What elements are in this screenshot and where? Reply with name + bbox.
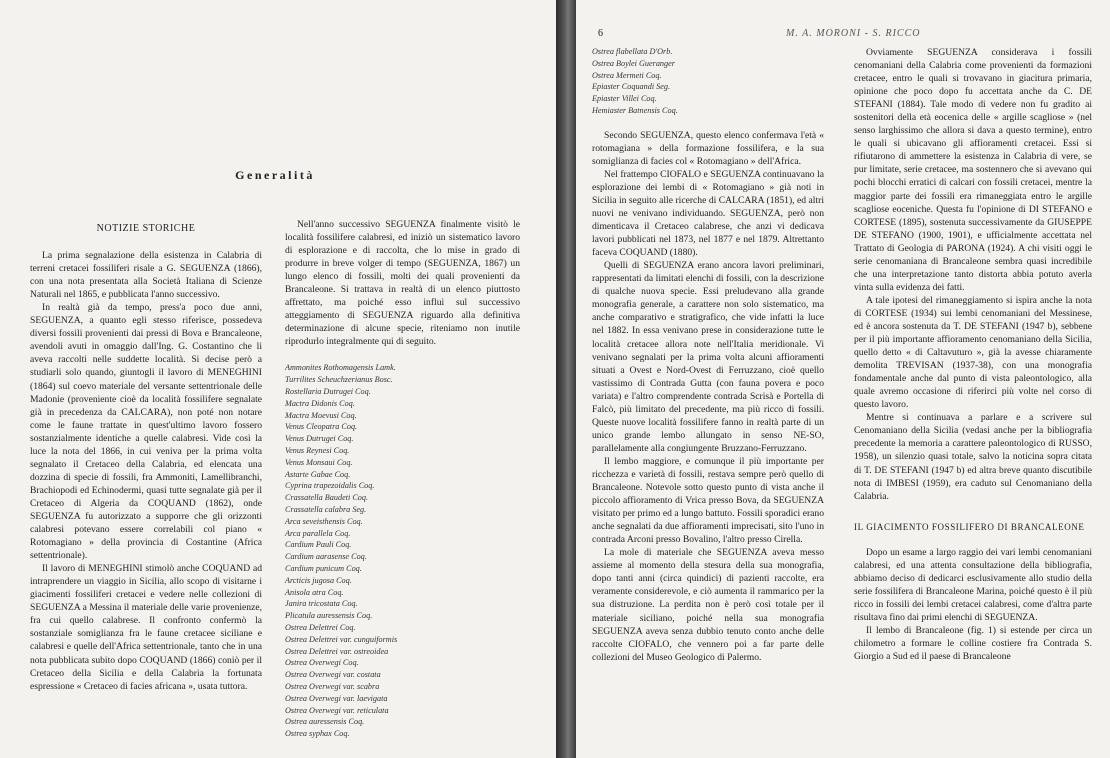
fossil-entry: Ostrea flabellata D'Orb. [592,47,673,56]
paragraph: Ovviamente SEGUENZA considerava i fossili cenomaniani della Calabria come provenienti da formazioni cretacee, entro le quali si trovavano in giacitura primaria, opinione che poco dopo fu accettata anche da C. DE STEFANI (1884). Tale modo di vedere non fu gradito ai sostenitori della età eocenica delle « argille scagliose » (nel senso larghissimo che allora si dava a questo termine), entro le quali si ubicavano gli affioramenti cretacei. Essi si rifiutarono di ammettere la esistenza in Calabria di vere, se pur limitate, serie cretacee, ma sostennero che si avevano qui pochi blocchi erratici di calcari con fossili cretacei, mentre la maggior parte dei fossili era rimaneggiata entro le argille scagliose eoceniche. Questa fu l'opinione di DI STEFANO e CORTESE (1895), sostenuta successivamente da GIUSEPPE DE STEFANO (1900, 1901), e ufficialmente accettata nel Trattato di Geologia di PARONA (1924). A chi visiti oggi le serie cenomaniana di Brancaleone sembra quasi incredibile che una interpretazione tanto distorta abbia potuto averla vinta sulla evidenza dei fatti. [854,47,1092,293]
right-page [576,0,1110,758]
subsection-title: IL GIACIMENTO FOSSILIFERO DI BRANCALEONE [854,521,1085,532]
fossil-entry: Rostellaria Dutrugei Coq. [285,387,371,397]
fossil-entry: Ostrea Delettrei Coq. [285,623,356,632]
paragraph: Secondo SEGUENZA, questo elenco confermava l'età « rotomagiana » della formazione fossilifera, e la sua somiglianza di facies col « Rotomagiano » dell'Africa. [592,129,824,167]
fossil-entry: Arca seveisthensis Coq. [285,516,363,526]
paragraph: Il lavoro di MENEGHINI stimolò anche COQUAND ad intraprendere un viaggio in Sicilia, allo scopo di visitarne i giacimenti fossiliferi cretacei e vedere nelle collezioni di SEGUENZA a Messina il materiale delle varie provenienze, fra cui quello calabrese. Il confronto confermò la sostanziale somiglianza fra le faune cretacee siciliane e calabresi e quelle dell'Africa settentrionale, tanto che in una nota pubblicata subito dopo COQUAND (1866) coniò per il Cretaceo della Sicilia e della Calabria la fortunata espressione « Cretaceo di facies africana », usata tuttora. [30,563,262,692]
fossil-entry: Crassatella Baudeti Coq. [285,493,369,503]
fossil-entry: Astarte Gabae Coq. [285,469,351,479]
fossil-entry: Ostrea Delettrei var. cunguiformis [285,634,398,644]
page-number: 6 [598,28,603,39]
paragraph: Dopo un esame a largo raggio dei vari lembi cenomaniani calabresi, ed una attenta consultazione della bibliografia, abbiamo deciso di dedicarci esclusivamente allo studio della serie fossilifera di Brancaleone Marina, poiché questo è il più ricco in fossili dei lembi cretacei calabresi, come d'altra parte risultava fino dai primi elenchi di SEGUENZA. [854,546,1092,623]
fossil-entry: Cardium aarasense Coq. [285,552,367,562]
fossil-entry: Crassatella calabra Seg. [285,505,367,515]
paragraph: A tale ipotesi del rimaneggiamento si ispira anche la nota di CORTESE (1934) sui lembi cenomaniani del Messinese, ed è ancora sostenuta da T. DE STEFANI (1947 b), sebbene per il più importante affioramento cenomaniano della Sicilia, quello detto « di Caltavuturo », già la avesse chiaramente demolita TREVISAN (1937-38), con una monografia fondamentale anche dal punto di vista paleontologico, alla quale avremo occasione di riferirci più volte nel corso di questo lavoro. [854,294,1092,411]
fossil-entry: Ostrea Overwegi var. reticulata [285,705,389,715]
section-title: NOTIZIE STORICHE [96,223,196,234]
fossil-entry: Venus Monsaui Coq. [285,457,353,467]
paragraph: Nel frattempo CIOFALO e SEGUENZA continuavano la esplorazione dei lembi di « Rotomagiano » già noti in Sicilia in seguito alle ricerche di CALCARA (1851), ed altri nuovi ne venivano individuando. SEGUENZA, però non dimenticava il Cretaceo calabrese, che anzi vi dedicava lavori pubblicati nel 1873, nel 1877 e nel 1879. Altrettanto faceva COQUAND (1880). [592,168,824,259]
fossil-entry: Epiaster Villei Coq. [592,94,657,104]
fossil-entry: Venus Dutrugei Coq. [285,434,354,444]
fossil-entry: Cyprina trapezoidalis Coq. [285,481,375,491]
fossil-entry: Mactra Moevusi Coq. [285,410,357,420]
fossil-entry: Ostrea Overwegi var. costata [285,670,381,680]
chapter-heading: Generalità [235,168,315,182]
paragraph: Il lembo maggiore, e comunque il più importante per ricchezza e varietà di fossili, restava sempre però quello di Brancaleone. Notevole sotto questo punto di vista anche il piccolo affioramento di Vrica presso Bova, da SEGUENZA visitato per primo ed a lungo battuto. Fossili sporadici erano anche segnalati da due affioramenti imprecisati, sito l'uno in contrada Arconi presso Bovalino, l'altro presso Cirella. [592,455,824,546]
fossil-entry: Venus Cleopatra Coq. [285,422,358,432]
fossil-entry: Ammonites Rothomagensis Lamk. [285,363,396,373]
fossil-entry: Ostrea Boylei Gueranger [592,58,675,68]
fossil-entry: Cardium punicum Coq. [285,564,362,574]
fossil-entry: Ostrea Overwegi var. scabra [285,681,380,691]
fossil-entry: Hemiaster Batnensis Coq. [592,105,678,115]
fossil-entry: Janira tricostata Coq. [285,599,358,609]
paragraph: Mentre si continuava a parlare e a scrivere sul Cenomaniano della Sicilia (vedasi anche per la bibliografia precedente la memoria a carattere paleontologico di RUSSO, 1958), un silenzio quasi totale, salvo la noticina sopra citata di T. DE STEFANI (1947 b) ed altra breve quanto discutibile nota di IMBESI (1959), era caduto sul Cenomaniano della Calabria. [854,412,1092,502]
book-gutter [556,0,576,758]
fossil-entry: Plicatula auressensis Coq. [285,611,373,621]
fossil-entry: Turrilites Scheuchzerianus Bosc. [285,375,393,385]
fossil-entry: Arca parallela Coq. [285,528,351,538]
running-head: M. A. MORONI - S. RICCO [786,28,921,39]
paragraph: In realtà già da tempo, press'a poco due anni, SEGUENZA, a quanto egli stesso riferisce, possedeva diversi fossili provenienti dai pressi di Bova e Brancaleone, avendoli avuti in omaggio dall'Ing. G. Costantino che li aveva raccolti nelle suddette località. Si decise però a studiarli solo quando, giuntogli il lavoro di MENEGHINI (1864) sul coevo materiale del versante settentrionale delle Madonie (proveniente cioè da località fossilifere segnalate già in precedenza da CALCARA), non poté non notare come le faune trattate in quest'ultimo lavoro fossero sostanzialmente identiche a quelle calabresi. Vide così la luce la nota del 1866, in cui veniva per la prima volta segnalato il Cretaceo della Calabria, ed elencata una dozzina di specie di fossili, fra Ammoniti, Lamellibranchi, Brachiopodi ed Echinodermi, quasi tutte segnalate già per il Cretaceo di Algeria da COQUAND (1862), onde SEGUENZA fu autorizzato a supporre che gli orizzonti calabresi potevano essere correlabili col piano « Rotomagiano » della provincia di Costantine (Africa settentrionale). [30,302,262,562]
fossil-entry: Ostrea Overwegi Coq. [285,658,359,668]
fossil-entry: Epiaster Coquandi Seg. [592,82,671,92]
right-column-1 [592,46,824,664]
fossil-entry: Ostrea syphax Coq. [285,729,350,739]
fossil-list [592,46,824,117]
left-column-2 [285,218,520,740]
paragraph: La prima segnalazione della esistenza in Calabria di terreni cretacei fossiliferi risale a G. SEGUENZA (1866), con una nota presentata alla Società Italiana di Scienze Naturali nel 1865, e pubblicata l'anno successivo. [30,250,262,301]
left-column-1 [30,222,262,693]
paragraph: La mole di materiale che SEGUENZA aveva messo assieme al momento della stesura della sua monografia, dopo tanti anni (circa quindici) di pazienti raccolte, era veramente considerevole, e ciò aumenta il rammarico per la sua distruzione. La perdita non è però così totale per il materiale siciliano, poiché nella sua monografia SEGUENZA aveva senza dubbio tenuto conto anche delle raccolte CIOFALO, che vennero poi a far parte delle collezioni del Museo Geologico di Palermo. [592,547,824,663]
fossil-entry: Venus Reynesi Coq. [285,446,350,456]
fossil-entry: Anisola atra Coq. [285,587,344,597]
fossil-list [285,362,520,740]
fossil-entry: Ostrea Mermeti Coq. [592,70,662,80]
fossil-entry: Arcticis jugosa Coq. [285,575,352,585]
fossil-entry: Mactra Didonis Coq. [285,398,355,408]
paragraph: Quelli di SEGUENZA erano ancora lavori preliminari, rappresentati da limitati elenchi di fossili, con la descrizione di qualche nuova specie. Essi preludevano alla grande monografia generale, a carattere non solo sistematico, ma anche comparativo e stratigrafico, che vide infatti la luce nel 1882. In essa venivano prese in considerazione tutte le località cretacee allora note nell'Italia meridionale. Vi venivano segnalati per la prima volta alcuni affioramenti situati a Ovest e Nord-Ovest di Ferruzzano, cioè quello vastissimo di Contrada Gutta (con fauna povera e poco variata) e l'altro comprendente contrada Scrisà e Portella di Falcò, più limitato del precedente, ma più ricco di fossili. Queste nuove località fossilifere fanno in realtà parte di un unico grande lembo allungato in senso NE-SO, parallelamente alla congiungente Bruzzano-Ferruzzano. [592,260,824,454]
fossil-entry: Ostrea auressensis Coq. [285,717,365,727]
fossil-entry: Ostrea Delettrei var. ostreoidea [285,646,389,656]
fossil-entry: Ostrea Overwegi var. laevigata [285,693,388,703]
paragraph: Nell'anno successivo SEGUENZA finalmente visitò le località fossilifere calabresi, ed iniziò un sistematico lavoro di esplorazione e di raccolta, che lo mise in grado di produrre in breve volger di tempo (SEGUENZA, 1867) un lungo elenco di fossili, molti dei quali provenienti da Brancaleone. Si trattava in realtà di un elenco piuttosto affrettato, ma poiché esso influì sul successivo atteggiamento di SEGUENZA riguardo alla definitiva determinazione di alcune specie, riteniamo non inutile riprodurlo integralmente qui di seguito. [285,219,520,348]
fossil-entry: Cardium Pauli Coq. [285,540,352,550]
paragraph: Il lembo di Brancaleone (fig. 1) si estende per circa un chilometro a formare le colline costiere fra Contrada S. Giorgio a Sud ed il paese di Brancaleone [854,624,1092,663]
right-column-2 [854,46,1092,663]
